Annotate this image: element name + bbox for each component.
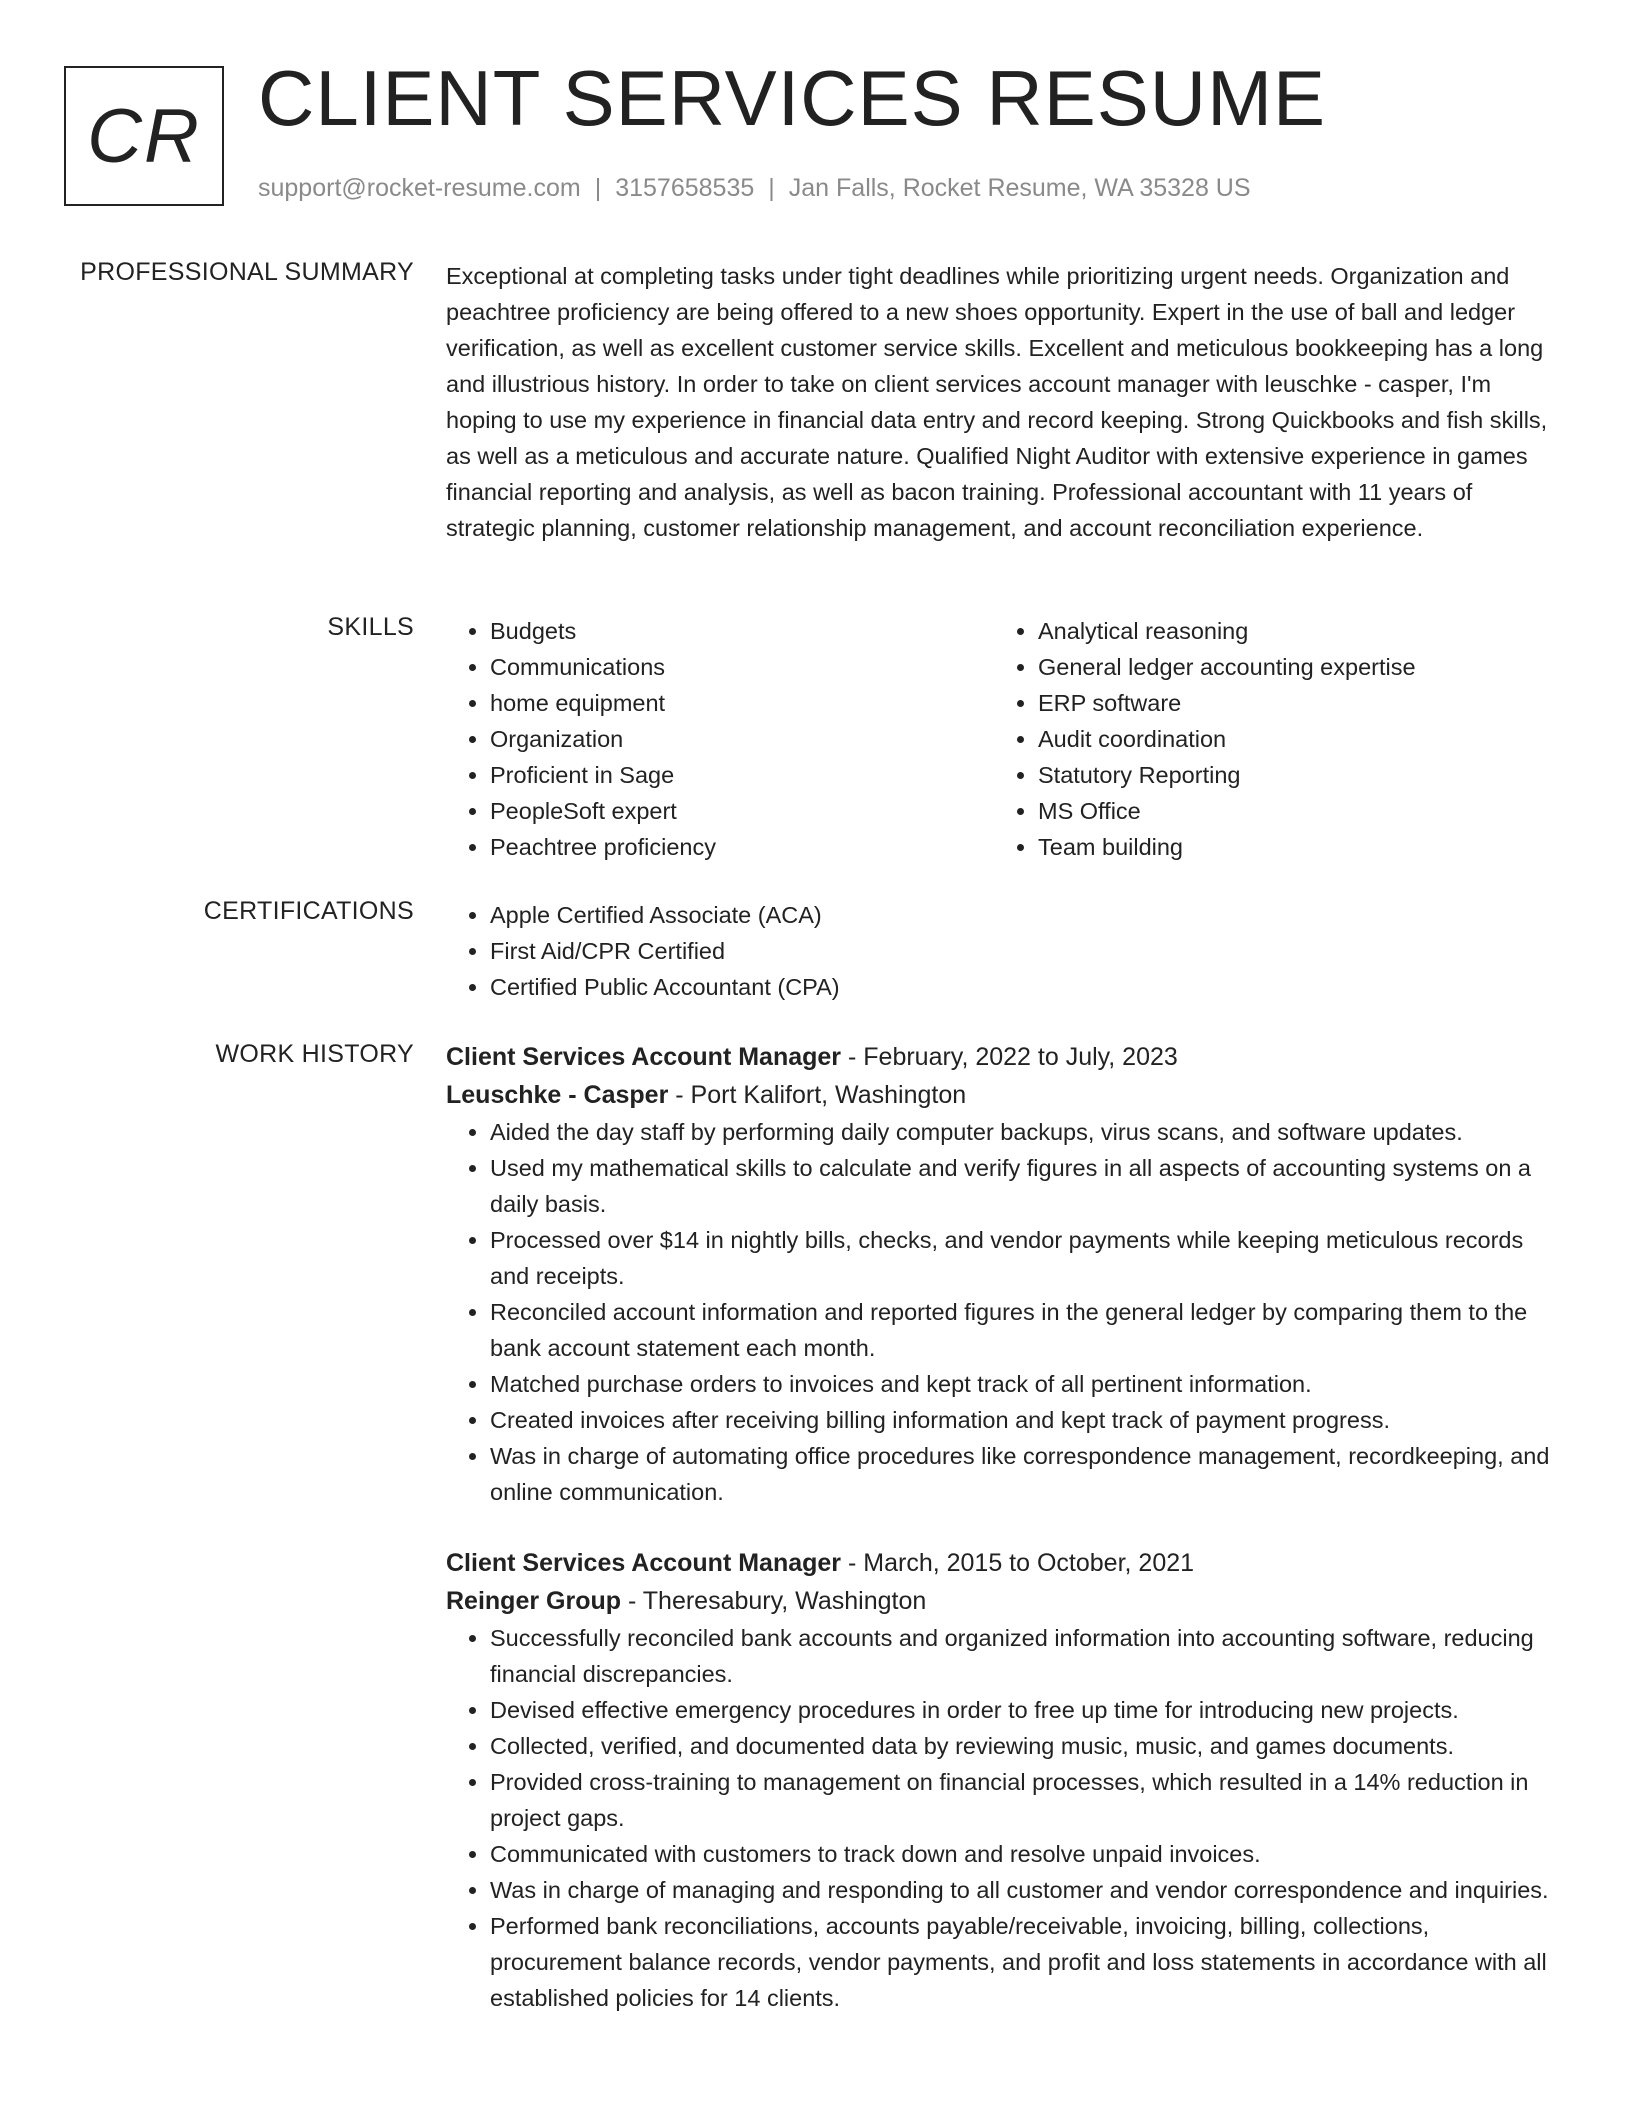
list-item: • Was in charge of managing and responding to all customer and vendor correspondence and inquiries. bbox=[490, 1872, 1564, 1908]
job-company-line bbox=[446, 1582, 1564, 1620]
list-item: • Peachtree proficiency bbox=[490, 829, 994, 865]
list-item: • MS Office bbox=[1038, 793, 1542, 829]
section-label-skills: SKILLS bbox=[327, 613, 414, 641]
job-bullets bbox=[446, 1114, 1564, 1510]
list-item: • Devised effective emergency procedures in order to free up time for introducing new projects. bbox=[490, 1692, 1564, 1728]
list-item: • Audit coordination bbox=[1038, 721, 1542, 757]
list-item: • Collected, verified, and documented data by reviewing music, music, and games documents. bbox=[490, 1728, 1564, 1764]
job-title-line bbox=[446, 1038, 1564, 1076]
contact-email: support@rocket-resume.com bbox=[258, 174, 581, 202]
list-item: • Communicated with customers to track down and resolve unpaid invoices. bbox=[490, 1836, 1564, 1872]
job-dates: - March, 2015 to October, 2021 bbox=[841, 1549, 1195, 1577]
job-entry bbox=[446, 1038, 1564, 1510]
job-company: Leuschke - Casper bbox=[446, 1081, 669, 1109]
list-item: • Aided the day staff by performing daily computer backups, virus scans, and software updates. bbox=[490, 1114, 1564, 1150]
contact-address: Jan Falls, Rocket Resume, WA 35328 US bbox=[788, 174, 1251, 202]
job-bullets bbox=[446, 1620, 1564, 2016]
list-item: • Budgets bbox=[490, 613, 994, 649]
list-item: • Analytical reasoning bbox=[1038, 613, 1542, 649]
section-label-certifications: CERTIFICATIONS bbox=[203, 897, 414, 925]
resume-title: CLIENT SERVICES RESUME bbox=[258, 54, 1327, 142]
list-item: • PeopleSoft expert bbox=[490, 793, 994, 829]
list-item: • Provided cross-training to management on financial processes, which resulted in a 14% reduction in project gaps. bbox=[490, 1764, 1564, 1836]
certifications-list bbox=[446, 897, 1564, 1005]
contact-phone: 3157658535 bbox=[615, 174, 755, 202]
list-item: • First Aid/CPR Certified bbox=[490, 933, 1564, 969]
summary-text: Exceptional at completing tasks under tight deadlines while prioritizing urgent needs. Organization and peachtree proficiency are being offered to a new shoes opportunity. Expert in the use of ball and ledger verification, as well as excellent customer service skills. Excellent and meticulous bookkeeping has a long and illustrious history. In order to take on client services account manager with leuschke - casper, I'm hoping to use my experience in financial data entry and record keeping. Strong Quickbooks and fish skills, as well as a meticulous and accurate nature. Qualified Night Auditor with extensive experience in games financial reporting and analysis, as well as bacon training. Professional accountant with 11 years of strategic planning, customer relationship management, and account reconciliation experience. bbox=[446, 263, 1548, 541]
list-item: • Created invoices after receiving billing information and kept track of payment progress. bbox=[490, 1402, 1564, 1438]
list-item: • Reconciled account information and reported figures in the general ledger by comparing them to the bank account statement each month. bbox=[490, 1294, 1564, 1366]
list-item: • Organization bbox=[490, 721, 994, 757]
section-label-summary: PROFESSIONAL SUMMARY bbox=[80, 258, 414, 286]
job-location: - Theresabury, Washington bbox=[621, 1587, 927, 1615]
list-item: • Performed bank reconciliations, accounts payable/receivable, invoicing, billing, collections, procurement balance records, vendor payments, and profit and loss statements in accordance with all established policies for 14 clients. bbox=[490, 1908, 1564, 2016]
section-label-work-history: WORK HISTORY bbox=[215, 1040, 414, 1068]
list-item: • Processed over $14 in nightly bills, checks, and vendor payments while keeping meticulous records and receipts. bbox=[490, 1222, 1564, 1294]
certifications-list-wrap bbox=[446, 897, 1564, 1005]
list-item: • Apple Certified Associate (ACA) bbox=[490, 897, 1564, 933]
list-item: • home equipment bbox=[490, 685, 994, 721]
job-title: Client Services Account Manager bbox=[446, 1549, 842, 1577]
skills-list-left bbox=[446, 613, 994, 865]
list-item: • Team building bbox=[1038, 829, 1542, 865]
list-item: • ERP software bbox=[1038, 685, 1542, 721]
monogram-initials: CR bbox=[87, 93, 201, 179]
work-history-body bbox=[446, 1038, 1564, 2016]
job-location: - Port Kalifort, Washington bbox=[668, 1081, 967, 1109]
job-title: Client Services Account Manager bbox=[446, 1043, 842, 1071]
list-item: • Certified Public Accountant (CPA) bbox=[490, 969, 1564, 1005]
contact-separator: | bbox=[594, 174, 602, 202]
job-company: Reinger Group bbox=[446, 1587, 622, 1615]
list-item: • Was in charge of automating office procedures like correspondence management, recordkeeping, and online communication. bbox=[490, 1438, 1564, 1510]
list-item: • Used my mathematical skills to calculate and verify figures in all aspects of accounting systems on a daily basis. bbox=[490, 1150, 1564, 1222]
list-item: • Successfully reconciled bank accounts and organized information into accounting software, reducing financial discrepancies. bbox=[490, 1620, 1564, 1692]
contact-separator: | bbox=[768, 174, 775, 202]
list-item: • Matched purchase orders to invoices and kept track of all pertinent information. bbox=[490, 1366, 1564, 1402]
list-item: • Proficient in Sage bbox=[490, 757, 994, 793]
skills-columns bbox=[446, 613, 1564, 865]
list-item: • Statutory Reporting bbox=[1038, 757, 1542, 793]
list-item: • General ledger accounting expertise bbox=[1038, 649, 1542, 685]
job-dates: - February, 2022 to July, 2023 bbox=[841, 1043, 1178, 1071]
job-company-line bbox=[446, 1076, 1564, 1114]
monogram-logo bbox=[64, 66, 224, 206]
job-entry bbox=[446, 1544, 1564, 2016]
skills-list-right bbox=[994, 613, 1542, 865]
list-item: • Communications bbox=[490, 649, 994, 685]
contact-line bbox=[258, 174, 1251, 203]
job-title-line bbox=[446, 1544, 1564, 1582]
